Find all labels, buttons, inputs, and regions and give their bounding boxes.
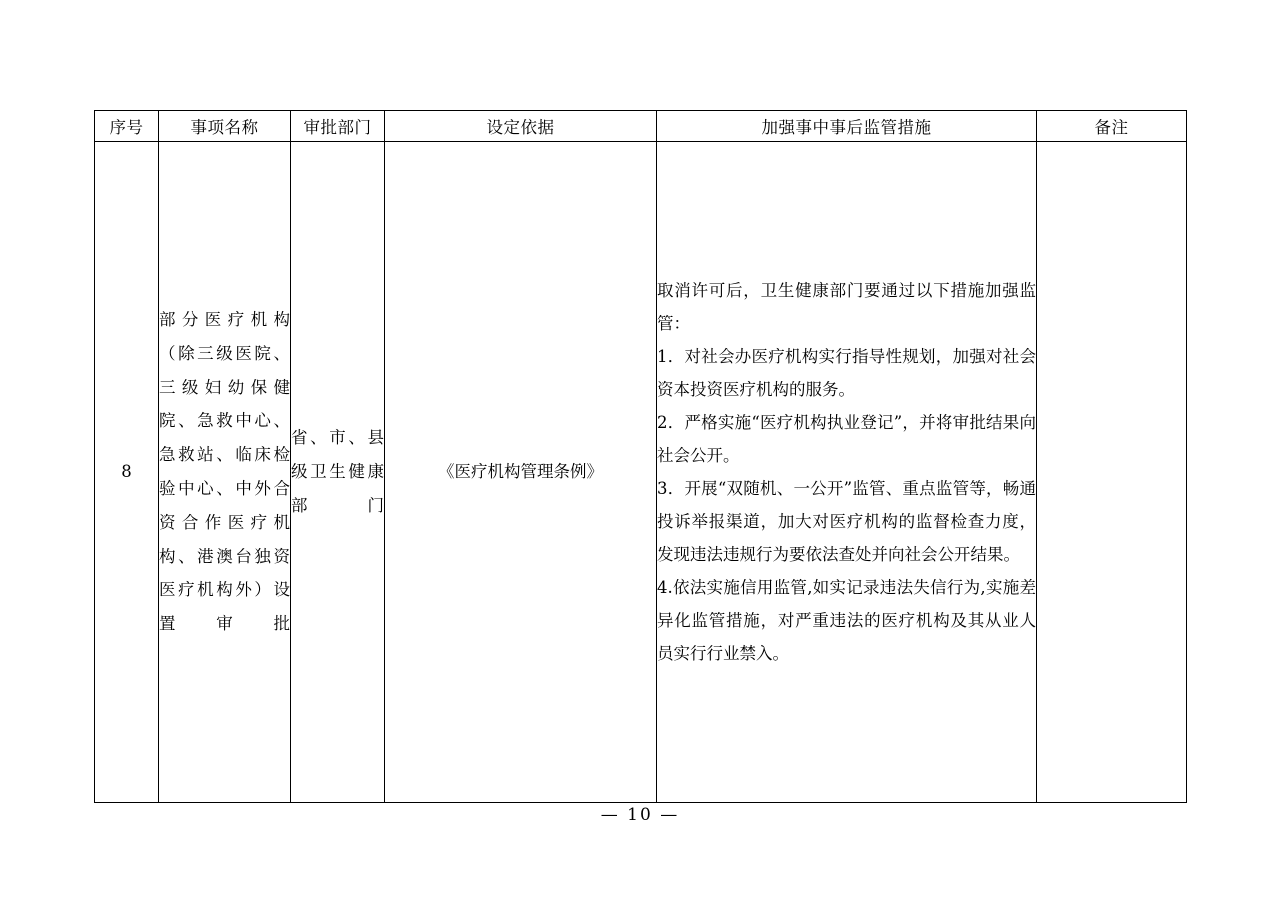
page-number: — 10 — <box>600 805 680 825</box>
column-header-remark: 备注 <box>1037 111 1187 142</box>
column-header-supervision-measures: 加强事中事后监管措施 <box>657 111 1037 142</box>
cell-supervision-measures <box>657 142 1037 803</box>
column-header-item-name: 事项名称 <box>159 111 291 142</box>
table-header <box>95 111 1187 142</box>
table-header-row <box>95 111 1187 142</box>
measure-item-2: 2．严格实施“医疗机构执业登记”，并将审批结果向社会公开。 <box>657 413 1036 465</box>
measure-item-3: 3．开展“双随机、一公开”监管、重点监管等，畅通投诉举报渠道，加大对医疗机构的监督检查力度，发现违法违规行为要依法查处并向社会公开结果。 <box>657 479 1036 564</box>
column-header-legal-basis: 设定依据 <box>385 111 657 142</box>
measure-item-1: 1．对社会办医疗机构实行指导性规划，加强对社会资本投资医疗机构的服务。 <box>657 347 1036 399</box>
cell-item-name <box>159 142 291 803</box>
cell-remark <box>1037 142 1187 803</box>
column-header-no: 序号 <box>95 111 159 142</box>
cell-approval-department: 省、市、县级卫生健康部门 <box>291 142 385 803</box>
table-body <box>95 142 1187 803</box>
item-name-text: 部分医疗机构（除三级医院、三级妇幼保健院、急救中心、急救站、临床检验中心、中外合资合作医疗机构、港澳台独资医疗机构外）设置审批 <box>159 309 290 634</box>
measure-item-4: 4.依法实施信用监管,如实记录违法失信行为,实施差异化监管措施，对严重违法的医疗机构及其从业人员实行行业禁入。 <box>657 578 1036 663</box>
cell-no: 8 <box>95 142 159 803</box>
cell-legal-basis: 《医疗机构管理条例》 <box>385 142 657 803</box>
regulation-table <box>94 110 1187 803</box>
measure-intro: 取消许可后，卫生健康部门要通过以下措施加强监管： <box>657 281 1036 333</box>
column-header-approval-department: 审批部门 <box>291 111 385 142</box>
table-row <box>95 142 1187 803</box>
